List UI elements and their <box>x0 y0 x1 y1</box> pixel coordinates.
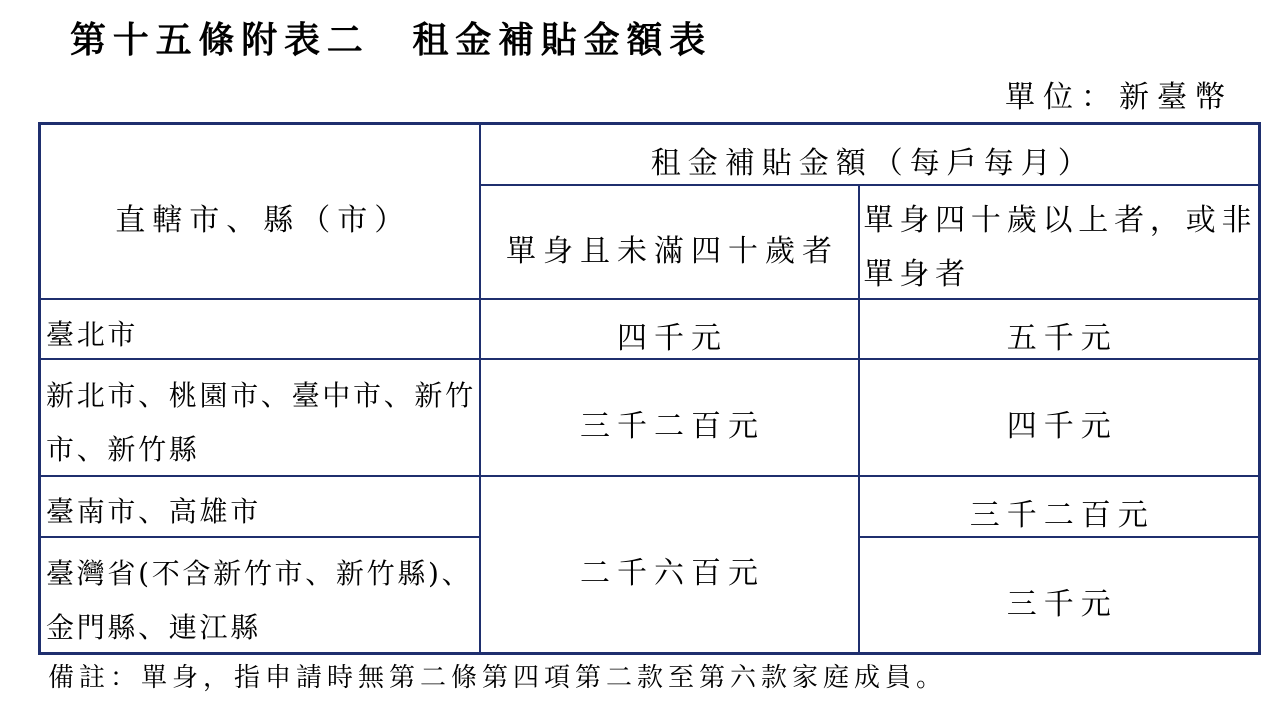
other-cell <box>859 476 1260 537</box>
region-text <box>46 369 479 476</box>
region-header-cell <box>40 124 480 299</box>
table-row <box>40 299 1260 359</box>
single-under40-header-cell <box>480 185 859 299</box>
region-cell <box>40 359 480 476</box>
amount-value: 四千元 <box>617 320 728 356</box>
amount-header-cell <box>480 124 1260 185</box>
unit-label: 單位：新臺幣 <box>1005 80 1233 115</box>
region-cell <box>40 299 480 359</box>
table-row <box>40 476 1260 537</box>
amount-value: 三千元 <box>1006 586 1118 622</box>
region-text <box>46 547 479 654</box>
other-cell <box>859 299 1260 359</box>
other-header-cell <box>859 185 1260 299</box>
subsidy-table <box>38 122 1261 655</box>
other-cell <box>859 537 1260 654</box>
other-header-line: 單身四十歲以上者，或非 <box>863 202 1258 238</box>
other-header-line: 單身者 <box>863 256 971 292</box>
single-under40-header: 單身且未滿四十歲者 <box>506 233 839 269</box>
region-header: 直轄市、縣（市） <box>115 203 412 239</box>
header-row <box>40 124 1260 185</box>
single-under40-merged-cell <box>480 476 859 654</box>
other-header <box>864 194 1259 299</box>
region-cell <box>40 537 480 654</box>
region-line: 市、新竹縣 <box>46 433 200 466</box>
region-line: 臺北市 <box>46 317 139 351</box>
single-under40-cell <box>480 299 859 359</box>
amount-value: 二千六百元 <box>580 556 765 592</box>
other-cell <box>859 359 1260 476</box>
footnote: 備註：單身，指申請時無第二條第四項第二款至第六款家庭成員。 <box>48 663 948 693</box>
document-title: 第十五條附表二 租金補貼金額表 <box>70 19 713 61</box>
amount-value: 三千二百元 <box>580 409 765 444</box>
region-line: 臺南市、高雄市 <box>46 495 261 528</box>
amount-header: 租金補貼金額（每戶每月） <box>650 146 1095 182</box>
amount-value: 五千元 <box>1006 320 1118 356</box>
single-under40-cell <box>480 359 859 476</box>
amount-value: 四千元 <box>1006 409 1118 444</box>
amount-value: 三千二百元 <box>969 498 1155 533</box>
region-line: 臺灣省(不含新竹市、新竹縣)、 <box>46 556 473 590</box>
region-line: 新北市、桃園市、臺中市、新竹 <box>46 379 476 412</box>
region-line: 金門縣、連江縣 <box>46 610 261 644</box>
region-cell <box>40 476 480 537</box>
table-row <box>40 359 1260 476</box>
